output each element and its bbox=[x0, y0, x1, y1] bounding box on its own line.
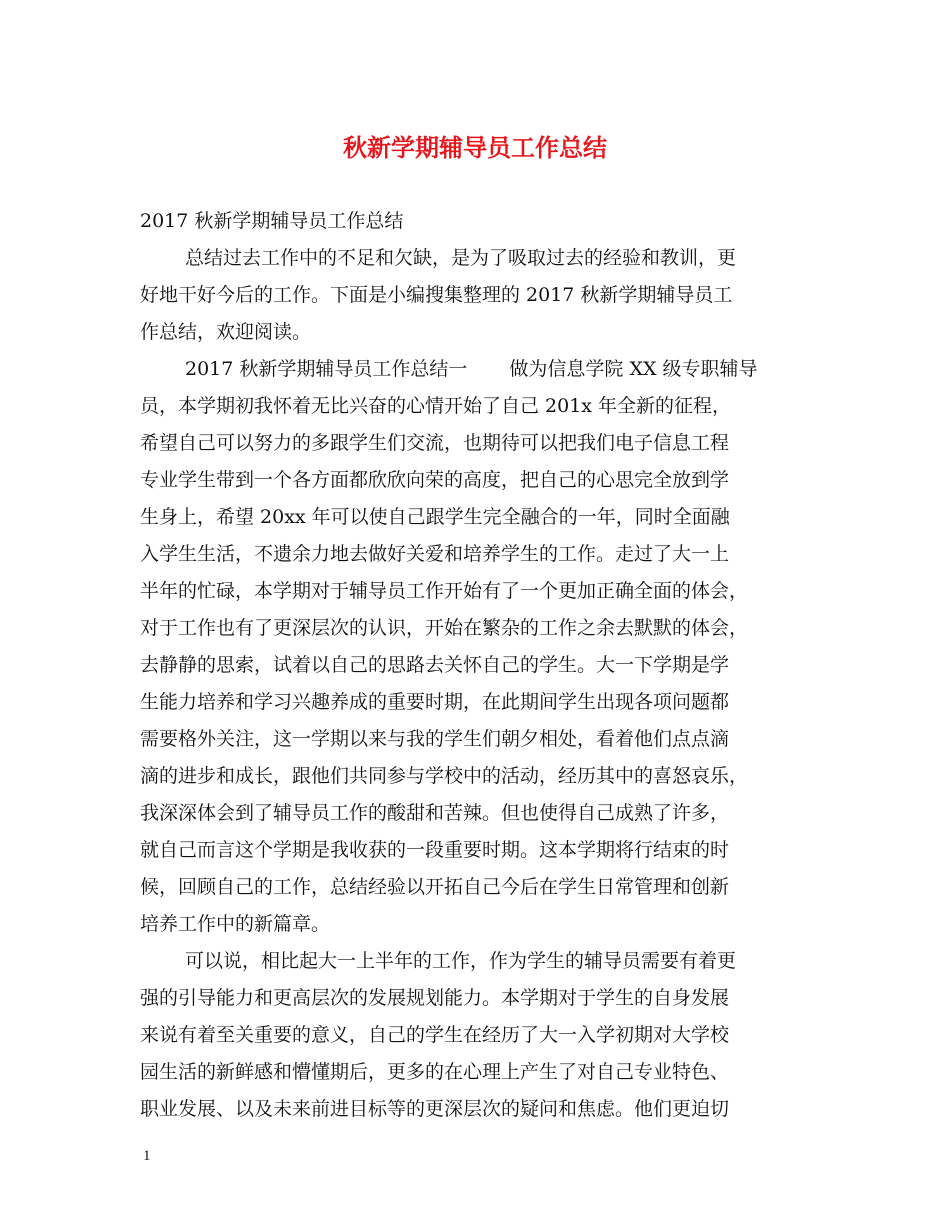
section1-line: 候，回顾自己的工作，总结经验以开拓自己今后在学生日常管理和创新 bbox=[140, 876, 730, 898]
section1-line: 对于工作也有了更深层次的认识，开始在繁杂的工作之余去默默的体会， bbox=[140, 617, 749, 639]
section1-line: 半年的忙碌，本学期对于辅导员工作开始有了一个更加正确全面的体会， bbox=[140, 580, 749, 602]
section1-line: 希望自己可以努力的多跟学生们交流，也期待可以把我们电子信息工程 bbox=[140, 432, 730, 454]
section1-heading: 2017 秋新学期辅导员工作总结一 bbox=[185, 358, 468, 380]
subtitle-line: 2017 秋新学期辅导员工作总结 bbox=[140, 210, 404, 232]
section1-first-line bbox=[140, 351, 820, 388]
intro-line: 作总结，欢迎阅读。 bbox=[140, 321, 312, 343]
section1-line: 生能力培养和学习兴趣养成的重要时期，在此期间学生出现各项问题都 bbox=[140, 691, 730, 713]
intro-line: 好地干好今后的工作。下面是小编搜集整理的 2017 秋新学期辅导员工 bbox=[140, 284, 733, 306]
section2-line: 职业发展、以及未来前进目标等的更深层次的疑问和焦虑。他们更迫切 bbox=[140, 1098, 730, 1120]
section1-line: 需要格外关注，这一学期以来与我的学生们朝夕相处，看着他们点点滴 bbox=[140, 728, 730, 750]
section2-line: 强的引导能力和更高层次的发展规划能力。本学期对于学生的自身发展 bbox=[140, 987, 730, 1009]
section1-line: 去静静的思索，试着以自己的思路去关怀自己的学生。大一下学期是学 bbox=[140, 654, 730, 676]
document-title: 秋新学期辅导员工作总结 bbox=[343, 133, 607, 162]
section1-first-line-rest: 做为信息学院 XX 级专职辅导 bbox=[509, 358, 758, 380]
section1-line: 我深深体会到了辅导员工作的酸甜和苦辣。但也使得自己成熟了许多， bbox=[140, 802, 730, 824]
section1-line: 员，本学期初我怀着无比兴奋的心情开始了自己 201x 年全新的征程， bbox=[140, 395, 732, 417]
page-number: 1 bbox=[143, 1148, 151, 1164]
intro-line: 总结过去工作中的不足和欠缺，是为了吸取过去的经验和教训，更 bbox=[185, 247, 737, 269]
section1-line: 培养工作中的新篇章。 bbox=[140, 913, 331, 935]
section2-line: 来说有着至关重要的意义，自己的学生在经历了大一入学初期对大学校 bbox=[140, 1024, 730, 1046]
section1-line: 专业学生带到一个各方面都欣欣向荣的高度，把自己的心思完全放到学 bbox=[140, 469, 730, 491]
section1-line: 生身上，希望 20xx 年可以使自己跟学生完全融合的一年，同时全面融 bbox=[140, 506, 730, 528]
section1-line: 就自己而言这个学期是我收获的一段重要时期。这本学期将行结束的时 bbox=[140, 839, 730, 861]
section2-line: 可以说，相比起大一上半年的工作，作为学生的辅导员需要有着更 bbox=[185, 950, 737, 972]
section1-line: 入学生生活，不遗余力地去做好关爱和培养学生的工作。走过了大一上 bbox=[140, 543, 730, 565]
document-body bbox=[140, 203, 820, 1128]
section2-line: 园生活的新鲜感和懵懂期后，更多的在心理上产生了对自己专业特色、 bbox=[140, 1061, 730, 1083]
section1-line: 滴的进步和成长，跟他们共同参与学校中的活动，经历其中的喜怒哀乐， bbox=[140, 765, 749, 787]
